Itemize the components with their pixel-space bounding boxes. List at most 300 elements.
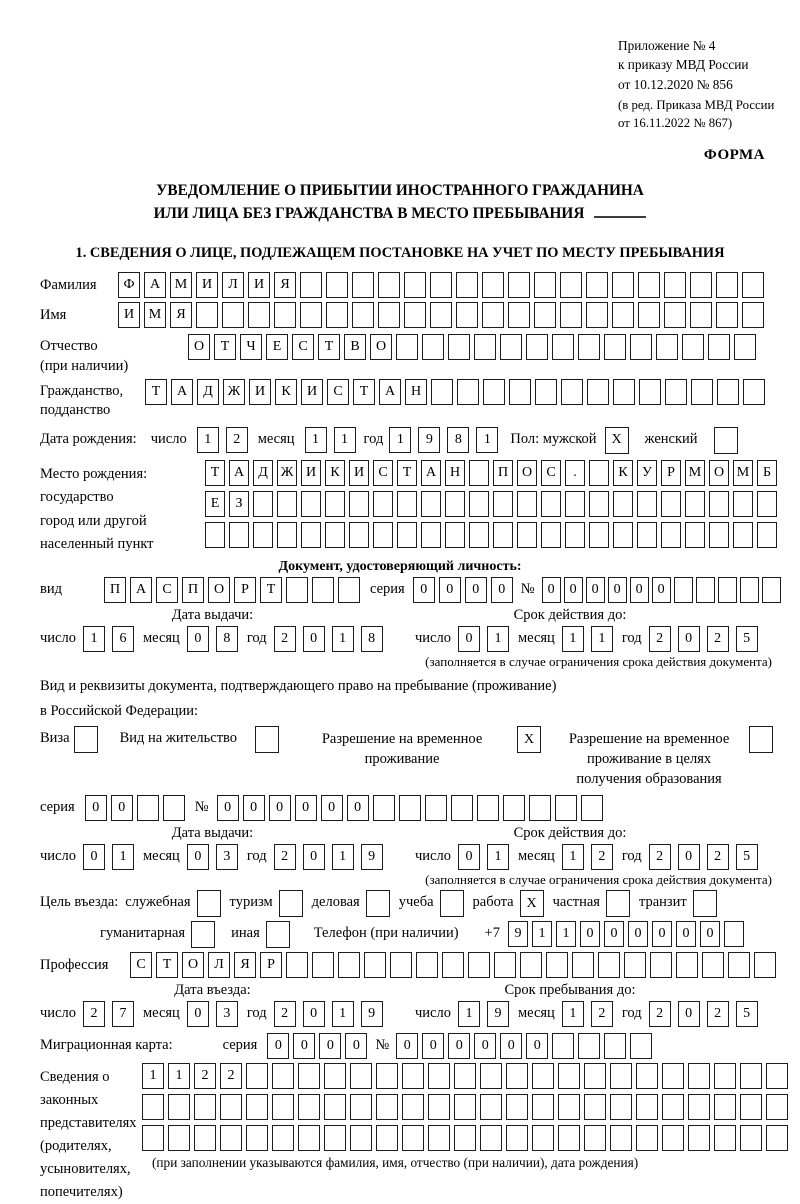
birthplace-cell[interactable] (253, 491, 273, 517)
citizenship-cell[interactable] (509, 379, 531, 405)
birthplace-cell[interactable] (685, 522, 705, 548)
valid-year-cell[interactable]: 2 (649, 626, 671, 652)
legal-rep-cell[interactable] (506, 1063, 528, 1089)
firstname-cell[interactable] (404, 302, 426, 328)
legal-rep-cell[interactable] (584, 1063, 606, 1089)
surname-cell[interactable] (430, 272, 452, 298)
citizenship-cell[interactable] (561, 379, 583, 405)
birthplace-cell[interactable]: К (325, 460, 345, 486)
legal-rep-cell[interactable] (766, 1063, 788, 1089)
birthplace-cell[interactable] (421, 491, 441, 517)
patronymic-cell[interactable]: О (188, 334, 210, 360)
patronymic-cell[interactable] (552, 334, 574, 360)
phone-digit-cell[interactable] (724, 921, 744, 947)
birthdate-month-cell[interactable]: 1 (334, 427, 356, 453)
residence-number-cell[interactable]: 0 (269, 795, 291, 821)
birthplace-cell[interactable]: О (709, 460, 729, 486)
surname-cell[interactable] (690, 272, 712, 298)
r-issued-year-cell[interactable]: 2 (274, 844, 296, 870)
migration-series-cell[interactable]: 0 (267, 1033, 289, 1059)
legal-rep-cell[interactable] (740, 1063, 762, 1089)
doc-kind-cell[interactable] (312, 577, 334, 603)
legal-rep-cell[interactable]: 2 (220, 1063, 242, 1089)
profession-cell[interactable] (572, 952, 594, 978)
surname-cell[interactable] (508, 272, 530, 298)
doc-kind-cell[interactable]: О (208, 577, 230, 603)
doc-series-cell[interactable]: 0 (439, 577, 461, 603)
residence-number-cell[interactable] (477, 795, 499, 821)
phone-digit-cell[interactable]: 0 (628, 921, 648, 947)
legal-rep-cell[interactable] (428, 1125, 450, 1151)
citizenship-cell[interactable] (717, 379, 739, 405)
birthplace-cell[interactable] (301, 522, 321, 548)
migration-number-cell[interactable] (552, 1033, 574, 1059)
birthplace-cell[interactable] (469, 522, 489, 548)
surname-cell[interactable] (378, 272, 400, 298)
r-issued-day-cell[interactable]: 0 (83, 844, 105, 870)
entry-month-cell[interactable]: 3 (216, 1001, 238, 1027)
birthplace-cell[interactable] (445, 522, 465, 548)
sex-female-box[interactable] (714, 427, 738, 454)
firstname-cell[interactable] (222, 302, 244, 328)
doc-number-cell[interactable] (740, 577, 759, 603)
birthplace-cell[interactable]: Т (205, 460, 225, 486)
legal-rep-cell[interactable] (220, 1125, 242, 1151)
doc-kind-cell[interactable] (286, 577, 308, 603)
residence-permit-box[interactable] (255, 726, 279, 753)
birthplace-cell[interactable]: С (373, 460, 393, 486)
profession-cell[interactable] (312, 952, 334, 978)
legal-rep-cell[interactable]: 1 (168, 1063, 190, 1089)
birthdate-year-cell[interactable]: 1 (476, 427, 498, 453)
birthplace-cell[interactable] (277, 491, 297, 517)
r-valid-year-cell[interactable]: 2 (707, 844, 729, 870)
legal-rep-cell[interactable] (610, 1094, 632, 1120)
legal-rep-cell[interactable] (350, 1063, 372, 1089)
legal-rep-cell[interactable] (688, 1094, 710, 1120)
birthplace-cell[interactable] (493, 491, 513, 517)
legal-rep-cell[interactable] (428, 1094, 450, 1120)
birthplace-cell[interactable] (253, 522, 273, 548)
migration-series-cell[interactable]: 0 (293, 1033, 315, 1059)
issued-day-cell[interactable]: 6 (112, 626, 134, 652)
profession-cell[interactable]: Р (260, 952, 282, 978)
birthplace-cell[interactable] (397, 522, 417, 548)
patronymic-cell[interactable]: О (370, 334, 392, 360)
legal-rep-cell[interactable] (194, 1094, 216, 1120)
stay-day-cell[interactable]: 9 (487, 1001, 509, 1027)
r-issued-month-cell[interactable]: 0 (187, 844, 209, 870)
birthplace-cell[interactable] (469, 491, 489, 517)
patronymic-cell[interactable] (604, 334, 626, 360)
firstname-cell[interactable] (352, 302, 374, 328)
surname-cell[interactable] (638, 272, 660, 298)
patronymic-cell[interactable] (734, 334, 756, 360)
valid-day-cell[interactable]: 1 (487, 626, 509, 652)
surname-cell[interactable] (300, 272, 322, 298)
stay-month-cell[interactable]: 2 (591, 1001, 613, 1027)
migration-number-cell[interactable]: 0 (448, 1033, 470, 1059)
patronymic-cell[interactable] (708, 334, 730, 360)
firstname-cell[interactable] (638, 302, 660, 328)
birthplace-cell[interactable]: Р (661, 460, 681, 486)
residence-number-cell[interactable] (555, 795, 577, 821)
legal-rep-cell[interactable] (688, 1125, 710, 1151)
entry-year-cell[interactable]: 2 (274, 1001, 296, 1027)
birthplace-cell[interactable] (709, 522, 729, 548)
birthplace-cell[interactable]: Ж (277, 460, 297, 486)
birthplace-cell[interactable]: К (613, 460, 633, 486)
birthplace-cell[interactable] (565, 522, 585, 548)
patronymic-cell[interactable]: Ч (240, 334, 262, 360)
legal-rep-cell[interactable] (168, 1094, 190, 1120)
r-issued-month-cell[interactable]: 3 (216, 844, 238, 870)
legal-rep-cell[interactable] (168, 1125, 190, 1151)
surname-cell[interactable] (742, 272, 764, 298)
patronymic-cell[interactable] (656, 334, 678, 360)
birthplace-cell[interactable]: Д (253, 460, 273, 486)
stay-year-cell[interactable]: 0 (678, 1001, 700, 1027)
birthplace-cell[interactable] (733, 522, 753, 548)
legal-rep-cell[interactable]: 1 (142, 1063, 164, 1089)
firstname-cell[interactable] (378, 302, 400, 328)
legal-rep-cell[interactable] (558, 1094, 580, 1120)
birthplace-cell[interactable] (301, 491, 321, 517)
migration-number-cell[interactable] (578, 1033, 600, 1059)
residence-number-cell[interactable] (373, 795, 395, 821)
birthplace-cell[interactable]: Е (205, 491, 225, 517)
r-valid-month-cell[interactable]: 2 (591, 844, 613, 870)
residence-number-cell[interactable]: 0 (243, 795, 265, 821)
patronymic-cell[interactable] (500, 334, 522, 360)
profession-cell[interactable] (520, 952, 542, 978)
profession-cell[interactable] (390, 952, 412, 978)
phone-digit-cell[interactable]: 0 (676, 921, 696, 947)
residence-series-cell[interactable] (163, 795, 185, 821)
legal-rep-cell[interactable] (480, 1063, 502, 1089)
phone-digit-cell[interactable]: 0 (700, 921, 720, 947)
birthplace-cell[interactable]: . (565, 460, 585, 486)
legal-rep-cell[interactable] (246, 1094, 268, 1120)
firstname-cell[interactable] (664, 302, 686, 328)
doc-number-cell[interactable] (762, 577, 781, 603)
birthplace-cell[interactable]: П (493, 460, 513, 486)
sex-male-box[interactable]: X (605, 427, 629, 454)
firstname-cell[interactable] (430, 302, 452, 328)
profession-cell[interactable] (494, 952, 516, 978)
patronymic-cell[interactable] (682, 334, 704, 360)
issued-year-cell[interactable]: 1 (332, 626, 354, 652)
patronymic-cell[interactable] (396, 334, 418, 360)
entry-year-cell[interactable]: 9 (361, 1001, 383, 1027)
firstname-cell[interactable] (456, 302, 478, 328)
doc-kind-cell[interactable] (338, 577, 360, 603)
legal-rep-cell[interactable] (506, 1094, 528, 1120)
patronymic-cell[interactable] (526, 334, 548, 360)
issued-year-cell[interactable]: 8 (361, 626, 383, 652)
stay-year-cell[interactable]: 5 (736, 1001, 758, 1027)
legal-rep-cell[interactable] (350, 1094, 372, 1120)
surname-cell[interactable]: И (248, 272, 270, 298)
patronymic-cell[interactable]: С (292, 334, 314, 360)
migration-series-cell[interactable]: 0 (319, 1033, 341, 1059)
legal-rep-cell[interactable] (402, 1094, 424, 1120)
doc-kind-cell[interactable]: А (130, 577, 152, 603)
firstname-cell[interactable] (716, 302, 738, 328)
birthplace-cell[interactable] (229, 522, 249, 548)
birthplace-cell[interactable] (733, 491, 753, 517)
r-issued-year-cell[interactable]: 1 (332, 844, 354, 870)
legal-rep-cell[interactable] (766, 1094, 788, 1120)
firstname-cell[interactable] (534, 302, 556, 328)
surname-cell[interactable] (664, 272, 686, 298)
legal-rep-cell[interactable] (636, 1094, 658, 1120)
issued-month-cell[interactable]: 8 (216, 626, 238, 652)
residence-number-cell[interactable]: 0 (321, 795, 343, 821)
firstname-cell[interactable] (560, 302, 582, 328)
doc-kind-cell[interactable]: Р (234, 577, 256, 603)
legal-rep-cell[interactable] (532, 1063, 554, 1089)
migration-number-cell[interactable] (604, 1033, 626, 1059)
issued-month-cell[interactable]: 0 (187, 626, 209, 652)
valid-year-cell[interactable]: 5 (736, 626, 758, 652)
doc-kind-cell[interactable]: П (182, 577, 204, 603)
firstname-cell[interactable]: Я (170, 302, 192, 328)
doc-kind-cell[interactable]: Т (260, 577, 282, 603)
phone-digit-cell[interactable]: 1 (556, 921, 576, 947)
legal-rep-cell[interactable] (350, 1125, 372, 1151)
citizenship-cell[interactable]: К (275, 379, 297, 405)
entry-year-cell[interactable]: 0 (303, 1001, 325, 1027)
citizenship-cell[interactable] (535, 379, 557, 405)
birthplace-cell[interactable]: Н (445, 460, 465, 486)
legal-rep-cell[interactable] (376, 1063, 398, 1089)
profession-cell[interactable]: Т (156, 952, 178, 978)
profession-cell[interactable] (650, 952, 672, 978)
birthplace-cell[interactable] (325, 491, 345, 517)
firstname-cell[interactable]: М (144, 302, 166, 328)
patronymic-cell[interactable] (578, 334, 600, 360)
citizenship-cell[interactable] (587, 379, 609, 405)
citizenship-cell[interactable]: А (171, 379, 193, 405)
legal-rep-cell[interactable] (688, 1063, 710, 1089)
birthplace-cell[interactable] (517, 491, 537, 517)
patronymic-cell[interactable] (448, 334, 470, 360)
residence-number-cell[interactable] (399, 795, 421, 821)
citizenship-cell[interactable]: Ж (223, 379, 245, 405)
surname-cell[interactable] (534, 272, 556, 298)
birthplace-cell[interactable]: А (421, 460, 441, 486)
surname-cell[interactable]: Я (274, 272, 296, 298)
birthplace-cell[interactable] (589, 522, 609, 548)
legal-rep-cell[interactable] (740, 1094, 762, 1120)
citizenship-cell[interactable] (457, 379, 479, 405)
legal-rep-cell[interactable] (558, 1063, 580, 1089)
doc-number-cell[interactable]: 0 (630, 577, 649, 603)
profession-cell[interactable] (546, 952, 568, 978)
birthplace-cell[interactable] (397, 491, 417, 517)
surname-cell[interactable]: М (170, 272, 192, 298)
stay-day-cell[interactable]: 1 (458, 1001, 480, 1027)
surname-cell[interactable] (326, 272, 348, 298)
birthplace-cell[interactable]: С (541, 460, 561, 486)
birthplace-cell[interactable] (613, 522, 633, 548)
profession-cell[interactable] (624, 952, 646, 978)
legal-rep-cell[interactable] (480, 1094, 502, 1120)
birthplace-cell[interactable] (541, 522, 561, 548)
surname-cell[interactable] (612, 272, 634, 298)
legal-rep-cell[interactable] (298, 1063, 320, 1089)
legal-rep-cell[interactable] (480, 1125, 502, 1151)
legal-rep-cell[interactable] (636, 1063, 658, 1089)
firstname-cell[interactable] (690, 302, 712, 328)
doc-number-cell[interactable]: 0 (564, 577, 583, 603)
citizenship-cell[interactable]: Н (405, 379, 427, 405)
birthplace-cell[interactable]: И (349, 460, 369, 486)
surname-cell[interactable] (586, 272, 608, 298)
patronymic-cell[interactable]: Е (266, 334, 288, 360)
birthplace-cell[interactable]: М (685, 460, 705, 486)
legal-rep-cell[interactable] (194, 1125, 216, 1151)
entry-day-cell[interactable]: 7 (112, 1001, 134, 1027)
legal-rep-cell[interactable] (324, 1063, 346, 1089)
phone-digit-cell[interactable]: 0 (652, 921, 672, 947)
birthplace-cell[interactable] (757, 522, 777, 548)
birthplace-cell[interactable] (709, 491, 729, 517)
citizenship-cell[interactable]: И (249, 379, 271, 405)
legal-rep-cell[interactable] (714, 1094, 736, 1120)
birthdate-year-cell[interactable]: 1 (389, 427, 411, 453)
legal-rep-cell[interactable] (454, 1125, 476, 1151)
profession-cell[interactable] (598, 952, 620, 978)
temp-residence-edu-box[interactable] (749, 726, 773, 753)
patronymic-cell[interactable] (474, 334, 496, 360)
r-valid-year-cell[interactable]: 5 (736, 844, 758, 870)
legal-rep-cell[interactable] (714, 1125, 736, 1151)
birthdate-year-cell[interactable]: 9 (418, 427, 440, 453)
temp-residence-box[interactable]: X (517, 726, 541, 753)
legal-rep-cell[interactable] (766, 1125, 788, 1151)
surname-cell[interactable]: Ф (118, 272, 140, 298)
purpose-business-box[interactable] (366, 890, 390, 917)
purpose-transit-box[interactable] (693, 890, 717, 917)
doc-series-cell[interactable]: 0 (413, 577, 435, 603)
birthplace-cell[interactable] (421, 522, 441, 548)
legal-rep-cell[interactable] (272, 1063, 294, 1089)
surname-cell[interactable] (716, 272, 738, 298)
legal-rep-cell[interactable] (142, 1094, 164, 1120)
residence-number-cell[interactable] (581, 795, 603, 821)
profession-cell[interactable] (338, 952, 360, 978)
birthplace-cell[interactable] (469, 460, 489, 486)
issued-year-cell[interactable]: 2 (274, 626, 296, 652)
birthplace-cell[interactable] (589, 460, 609, 486)
patronymic-cell[interactable] (630, 334, 652, 360)
citizenship-cell[interactable] (665, 379, 687, 405)
birthplace-cell[interactable] (517, 522, 537, 548)
legal-rep-cell[interactable] (324, 1094, 346, 1120)
legal-rep-cell[interactable] (402, 1125, 424, 1151)
profession-cell[interactable] (416, 952, 438, 978)
citizenship-cell[interactable] (483, 379, 505, 405)
valid-year-cell[interactable]: 0 (678, 626, 700, 652)
stay-year-cell[interactable]: 2 (707, 1001, 729, 1027)
legal-rep-cell[interactable] (376, 1094, 398, 1120)
profession-cell[interactable] (754, 952, 776, 978)
legal-rep-cell[interactable] (610, 1125, 632, 1151)
surname-cell[interactable]: Л (222, 272, 244, 298)
profession-cell[interactable] (442, 952, 464, 978)
citizenship-cell[interactable]: Т (145, 379, 167, 405)
firstname-cell[interactable] (274, 302, 296, 328)
birthdate-day-cell[interactable]: 2 (226, 427, 248, 453)
legal-rep-cell[interactable] (246, 1063, 268, 1089)
birthplace-cell[interactable]: Б (757, 460, 777, 486)
birthplace-cell[interactable] (637, 491, 657, 517)
legal-rep-cell[interactable] (428, 1063, 450, 1089)
legal-rep-cell[interactable] (298, 1094, 320, 1120)
legal-rep-cell[interactable] (506, 1125, 528, 1151)
doc-kind-cell[interactable]: П (104, 577, 126, 603)
birthplace-cell[interactable] (493, 522, 513, 548)
birthplace-cell[interactable]: А (229, 460, 249, 486)
migration-number-cell[interactable] (630, 1033, 652, 1059)
patronymic-cell[interactable]: Т (214, 334, 236, 360)
doc-kind-cell[interactable]: С (156, 577, 178, 603)
purpose-tourism-box[interactable] (279, 890, 303, 917)
residence-number-cell[interactable] (503, 795, 525, 821)
citizenship-cell[interactable] (431, 379, 453, 405)
legal-rep-cell[interactable] (532, 1094, 554, 1120)
birthplace-cell[interactable] (613, 491, 633, 517)
phone-digit-cell[interactable]: 1 (532, 921, 552, 947)
purpose-humanitarian-box[interactable] (191, 921, 215, 948)
legal-rep-cell[interactable] (662, 1094, 684, 1120)
birthplace-cell[interactable] (373, 491, 393, 517)
stay-month-cell[interactable]: 1 (562, 1001, 584, 1027)
entry-year-cell[interactable]: 1 (332, 1001, 354, 1027)
citizenship-cell[interactable]: Т (353, 379, 375, 405)
doc-number-cell[interactable] (674, 577, 693, 603)
birthplace-cell[interactable] (445, 491, 465, 517)
citizenship-cell[interactable]: И (301, 379, 323, 405)
legal-rep-cell[interactable] (662, 1125, 684, 1151)
birthplace-cell[interactable] (349, 491, 369, 517)
birthplace-cell[interactable] (373, 522, 393, 548)
birthplace-cell[interactable] (685, 491, 705, 517)
birthplace-cell[interactable] (541, 491, 561, 517)
r-valid-day-cell[interactable]: 1 (487, 844, 509, 870)
profession-cell[interactable]: С (130, 952, 152, 978)
citizenship-cell[interactable] (691, 379, 713, 405)
legal-rep-cell[interactable] (584, 1125, 606, 1151)
valid-month-cell[interactable]: 1 (562, 626, 584, 652)
patronymic-cell[interactable] (422, 334, 444, 360)
residence-number-cell[interactable] (425, 795, 447, 821)
legal-rep-cell[interactable] (376, 1125, 398, 1151)
doc-series-cell[interactable]: 0 (491, 577, 513, 603)
phone-digit-cell[interactable]: 0 (580, 921, 600, 947)
legal-rep-cell[interactable] (532, 1125, 554, 1151)
citizenship-cell[interactable] (743, 379, 765, 405)
migration-number-cell[interactable]: 0 (396, 1033, 418, 1059)
valid-year-cell[interactable]: 2 (707, 626, 729, 652)
surname-cell[interactable]: А (144, 272, 166, 298)
birthdate-year-cell[interactable]: 8 (447, 427, 469, 453)
birthplace-cell[interactable]: Т (397, 460, 417, 486)
birthdate-day-cell[interactable]: 1 (197, 427, 219, 453)
purpose-other-box[interactable] (266, 921, 290, 948)
